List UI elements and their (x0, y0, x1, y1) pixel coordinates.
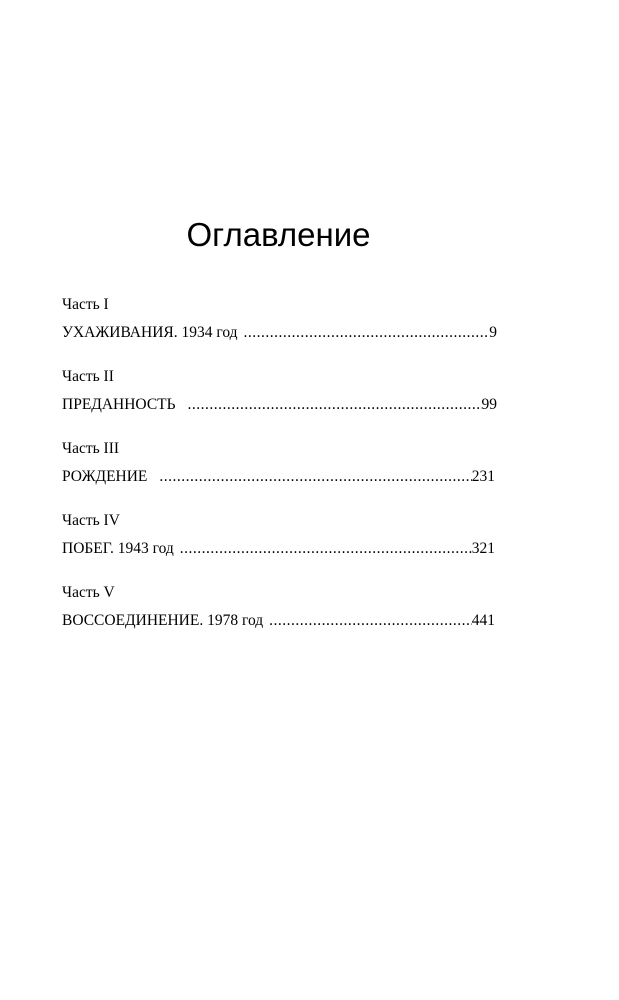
toc-title (0, 212, 619, 258)
toc-list (62, 292, 502, 652)
part-label: Часть V (62, 584, 115, 601)
entry-title: УХАЖИВАНИЯ. 1934 год (62, 324, 238, 341)
part-label: Часть III (62, 440, 120, 457)
entry-title: РОЖДЕНИЕ (62, 468, 148, 485)
dot-leader (269, 608, 472, 634)
part-label: Часть II (62, 368, 114, 385)
toc-entry-part-5 (62, 580, 502, 652)
dot-leader (180, 536, 472, 562)
part-label: Часть IV (62, 512, 120, 529)
toc-entry-line (62, 320, 497, 346)
dot-leader (188, 392, 482, 418)
dot-leader (159, 464, 471, 490)
page-number: 99 (481, 396, 497, 413)
entry-title: ПОБЕГ. 1943 год (62, 540, 174, 557)
entry-title: ПРЕДАННОСТЬ (62, 396, 176, 413)
toc-entry-part-2 (62, 364, 502, 436)
entry-title: ВОССОЕДИНЕНИЕ. 1978 год (62, 612, 264, 629)
toc-entry-part-4 (62, 508, 502, 580)
toc-entry-line (62, 464, 495, 490)
part-label: Часть I (62, 296, 109, 313)
dot-leader (244, 320, 490, 346)
toc-entry-line (62, 392, 497, 418)
page-number: 321 (471, 540, 495, 557)
toc-entry-part-1 (62, 292, 502, 364)
toc-entry-line (62, 608, 495, 634)
page-number: 9 (489, 324, 497, 341)
toc-title-text: Оглавление (186, 216, 371, 253)
page-number: 231 (471, 468, 495, 485)
toc-entry-line (62, 536, 495, 562)
toc-entry-part-3 (62, 436, 502, 508)
page-number: 441 (471, 612, 495, 629)
